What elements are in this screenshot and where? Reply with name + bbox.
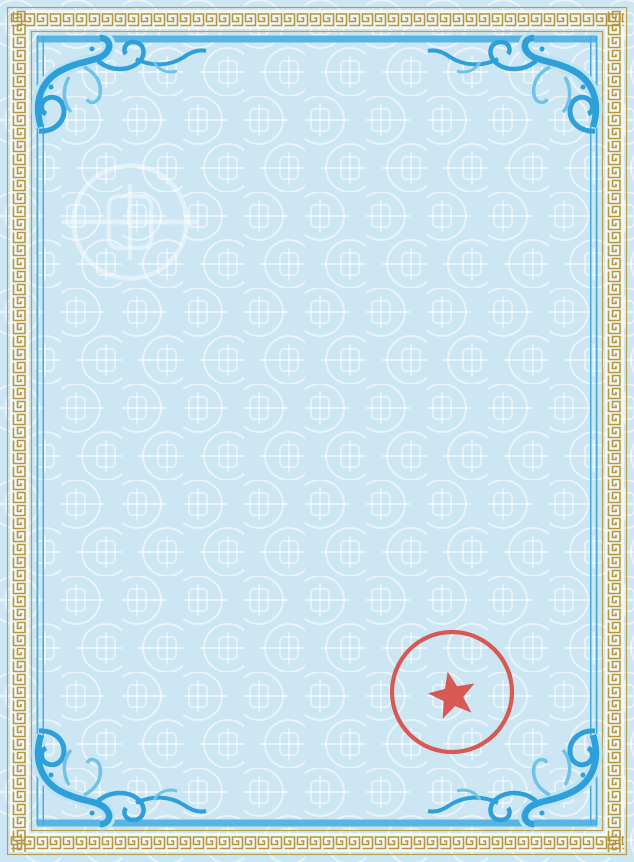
certificate-number-line <box>548 198 562 215</box>
corner-flourish-top-left <box>38 38 206 131</box>
corner-flourish-top-right <box>428 38 596 131</box>
field-right-scope <box>68 452 182 473</box>
official-seal <box>367 607 537 777</box>
field-right-acquisition <box>68 415 182 436</box>
star-icon <box>424 667 480 721</box>
field-software-name <box>68 237 182 258</box>
barcode <box>127 612 218 648</box>
qr-code <box>127 660 190 723</box>
field-copyright-owner <box>68 307 182 328</box>
corner-flourish-bottom-left <box>38 731 206 824</box>
field-registration-number <box>68 489 182 510</box>
